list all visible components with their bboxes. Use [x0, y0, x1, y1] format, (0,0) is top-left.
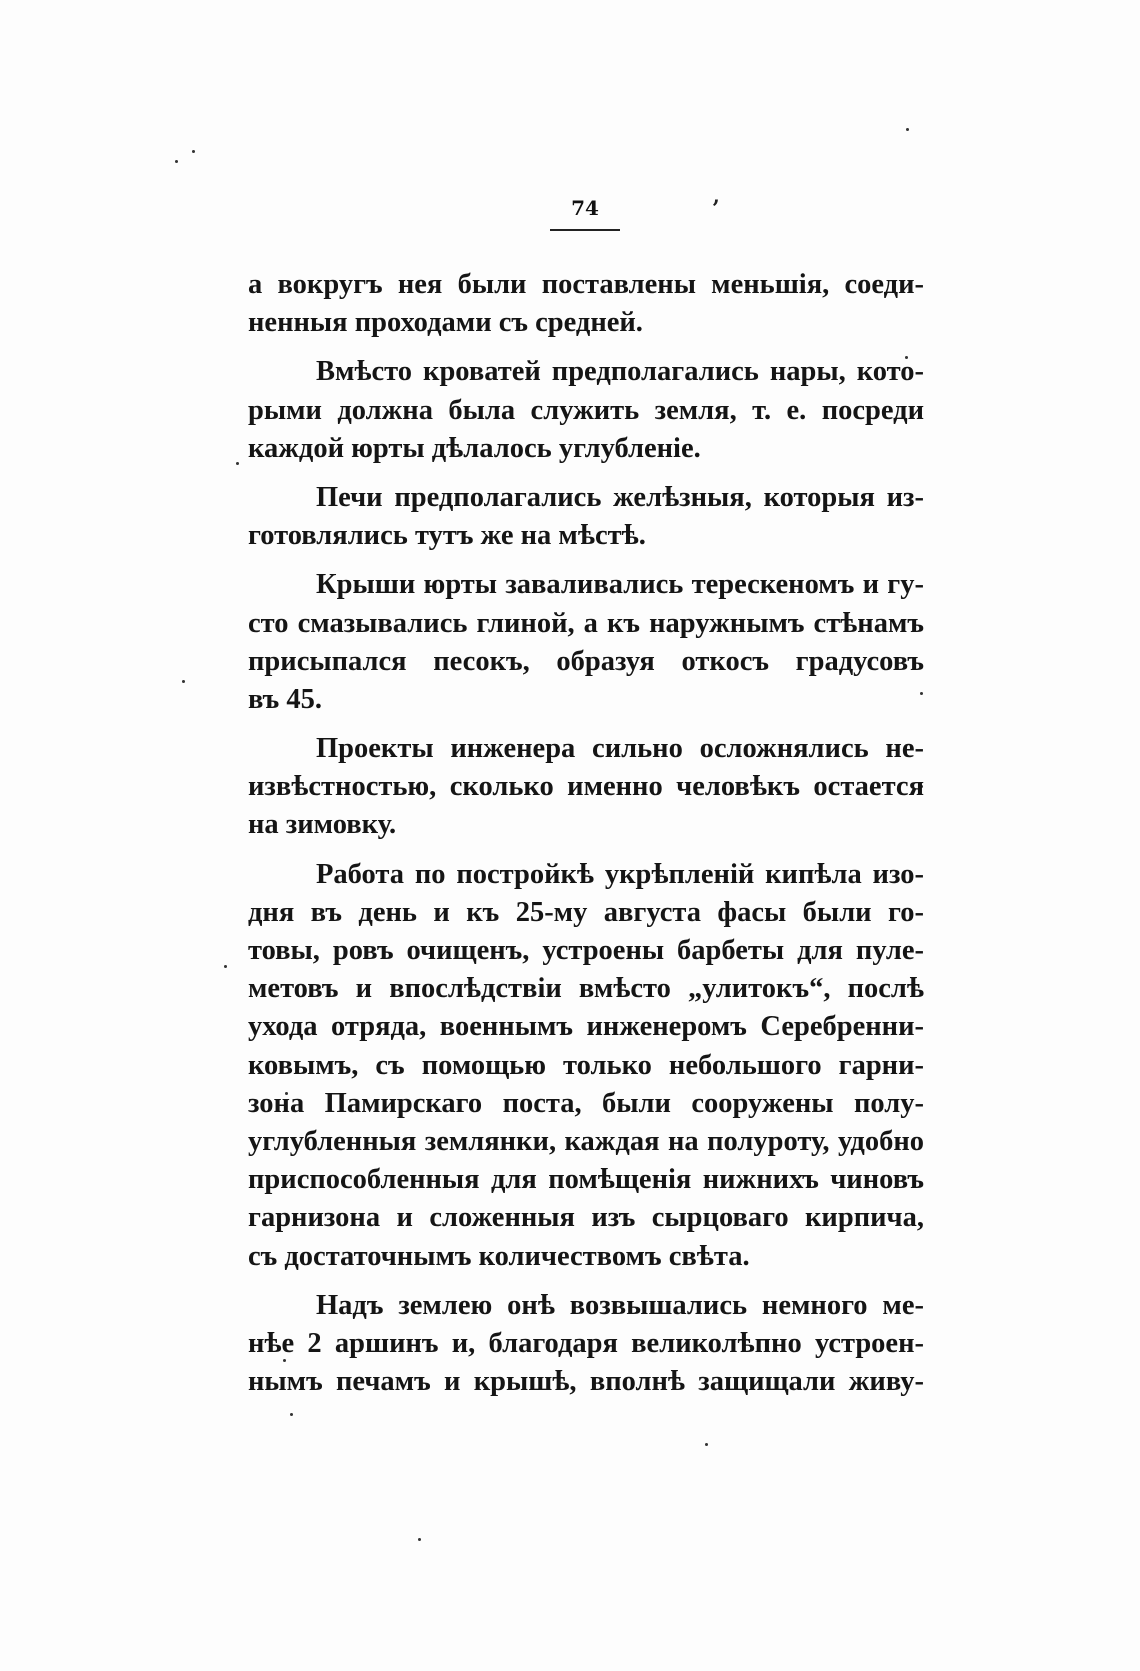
paragraph — [248, 353, 924, 468]
scan-speck — [192, 150, 195, 153]
scan-speck — [705, 1443, 708, 1446]
text-line: а вокругъ нея были поставлены меньшія, соеди- — [248, 269, 924, 300]
text-line: Вмѣсто кроватей предполагались нары, кото- — [316, 356, 924, 388]
text-line: углубленныя землянки, каждая на полуроту, удобно — [248, 1125, 924, 1157]
text-line: сто смазывались глиной, а къ наружнымъ стѣнамъ — [248, 607, 924, 639]
text-line: рыми должна была служить земля, т. е. посреди — [248, 394, 924, 426]
page-number-rule — [550, 229, 620, 231]
scan-speck — [175, 160, 178, 163]
text-line: гарнизона и сложенныя изъ сырцоваго кирпича, — [248, 1202, 924, 1234]
scan-speck — [290, 1413, 293, 1416]
text-line: ненныя проходами съ средней. — [248, 307, 643, 339]
text-line: въ 45. — [248, 683, 323, 715]
paragraph — [248, 566, 924, 719]
text-line: зона Памирскаго поста, были сооружены полу- — [248, 1087, 924, 1119]
text-line: ухода отряда, военнымъ инженеромъ Серебренни- — [248, 1011, 924, 1043]
text-line: Крыши юрты заваливались терескеномъ и гу- — [316, 569, 924, 601]
scan-speck — [224, 965, 227, 968]
scan-speck — [418, 1538, 421, 1541]
text-line: дня въ день и къ 25-му августа фасы были го- — [248, 896, 924, 928]
text-line: нѣе 2 аршинъ и, благодаря великолѣпно устроен- — [248, 1327, 924, 1359]
text-line: Проекты инженера сильно осложнялись не- — [316, 733, 924, 765]
text-line: Надъ землею онѣ возвышались немного ме- — [316, 1289, 924, 1321]
text-line: каждой юрты дѣлалось углубленіе. — [248, 432, 701, 464]
text-line: нымъ печамъ и крышѣ, вполнѣ защищали живу- — [248, 1366, 924, 1398]
scan-speck — [182, 680, 185, 683]
page-number: 74 — [571, 196, 599, 220]
text-line: приспособленныя для помѣщенія нижнихъ чиновъ — [248, 1164, 924, 1196]
scan-speck — [906, 128, 909, 131]
paragraph — [248, 479, 924, 555]
text-line: присыпался песокъ, образуя откосъ градусовъ — [248, 645, 924, 677]
paragraph — [248, 730, 924, 845]
text-line: Печи предполагались желѣзныя, которыя из- — [316, 481, 924, 513]
text-line: Работа по постройкѣ укрѣпленій кипѣла изо- — [316, 858, 924, 890]
marginal-mark: ’ — [712, 196, 720, 222]
text-line: метовъ и впослѣдствіи вмѣсто „улитокъ“, послѣ — [248, 973, 924, 1005]
paragraph — [248, 266, 924, 342]
body-text — [248, 266, 924, 1412]
paragraph — [248, 856, 924, 1276]
text-line: на зимовку. — [248, 809, 397, 841]
text-line: товы, ровъ очищенъ, устроены барбеты для пуле- — [248, 935, 924, 966]
paragraph — [248, 1287, 924, 1402]
scan-speck — [236, 462, 239, 465]
text-line: ковымъ, съ помощью только небольшого гарни- — [248, 1049, 924, 1081]
text-line: готовлялись тутъ же на мѣстѣ. — [248, 520, 646, 552]
text-line: съ достаточнымъ количествомъ свѣта. — [248, 1240, 750, 1272]
text-line: извѣстностью, сколько именно человѣкъ остается — [248, 771, 924, 803]
